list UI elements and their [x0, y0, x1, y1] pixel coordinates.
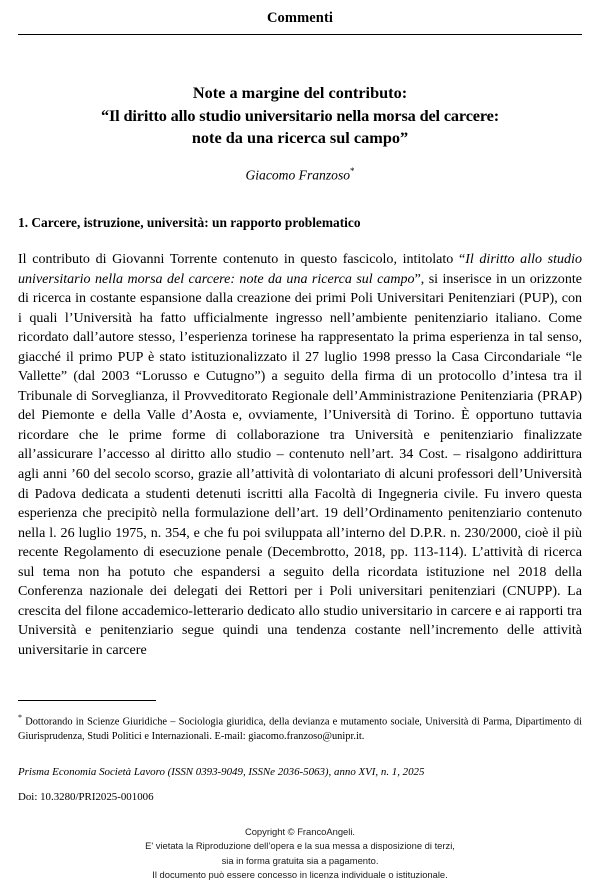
body-text-part-1: Il contributo di Giovanni Torrente contenuto in questo fascicolo, intitolato “	[18, 251, 466, 267]
copyright-line-3: sia in forma gratuita sia a pagamento.	[221, 854, 379, 866]
footnote-divider	[18, 700, 156, 701]
doi-line: Doi: 10.3280/PRI2025-001006	[18, 791, 154, 803]
body-text-part-2: ”, si inserisce in un orizzonte di ricerca in costante espansione dalla creazione dei primi Poli Universitari Penitenziari (PUP), con i quali l’Università ha fatto ufficialmente ingresso nell’ambiente penitenziario italiano. Come ricordato dall’autore stesso, l’esperienza torinese ha rappresentato la prima esperienza in tal senso, giacché il primo PUP è stato istituzionalizzato il 27 luglio 1998 presso la Casa Circondariale “le Vallette” (dal 2003 “Lorusso e Cutugno”) a seguito della firma di un protocollo d’intesa tra il Tribunale di Sorveglianza, il Provveditorato Regionale dell’Amministrazione Penitenziaria (PRAP) del Piemonte e della Valle d’Aosta e, ovviamente, l’Università di Torino. È opportuno tuttavia ricordare che le prime forme di collaborazione tra Università e penitenziario finalizzate all’assicurare l’accesso al diritto allo studio – contenuto nell’art. 34 Cost. – risalgono addirittura agli anni ’60 del secolo scorso, grazie all’attività di volontariato di alcuni professori dell’Università di Padova dedicata a studenti detenuti iscritti alla Facoltà di Ingegneria civile. Fu invero questa esperienza che precipitò nella formulazione dell’art. 19 dell’Ordinamento penitenziario contenuto nella l. 26 luglio 1975, n. 354, e che fu poi sviluppata all’interno del D.P.R. n. 230/2000, cioè il più recente Regolamento di esecuzione penale (Decembrotto, 2018, pp. 113-114). L’attività di ricerca sul tema non ha potuto che espandersi a seguito della ricordata istituzione nel 2018 della Conferenza nazionale dei delegati dei Rettori per i Poli universitari penitenziari (CNUPP). La crescita del filone accademico-letterario dedicato allo studio universitario in carcere e ai rapporti tra Università e penitenziario segue quindi una tendenza costante nell’incremento delle attività universitarie in carcere	[18, 270, 582, 658]
author-byline	[18, 166, 582, 184]
copyright-line-1: Copyright © FrancoAngeli.	[244, 826, 356, 837]
title-line-3: note da una ricerca sul campo”	[191, 128, 409, 147]
running-head: Commenti	[266, 10, 334, 26]
cited-article-title: Il diritto allo studio universitario nella morsa del carcere: note da una ricerca sul campo	[18, 251, 583, 287]
title-line-2: “Il diritto allo studio universitario nella morsa del carcere:	[101, 105, 499, 125]
footnote-marker: *	[18, 713, 22, 722]
author-footnote-marker: *	[350, 166, 355, 176]
copyright-line-2: E' vietata la Riproduzione dell’opera e la sua messa a disposizione di terzi,	[145, 840, 455, 852]
title-line-1: Note a margine del contributo:	[192, 83, 408, 102]
author-name: Giacomo Franzoso	[245, 167, 351, 183]
copyright-line-4: Il documento può essere concesso in licenza individuale o istituzionale.	[152, 868, 448, 880]
header-divider	[18, 34, 582, 35]
footnote-text: Dottorando in Scienze Giuridiche – Sociologia giuridica, della devianza e mutamento sociale, Università di Parma, Dipartimento di Giurisprudenza, Studi Politici e Internazionali. E-mail: giacomo.franzoso@unipr.it.	[18, 716, 582, 742]
journal-citation: Prisma Economia Società Lavoro (ISSN 0393-9049, ISSNe 2036-5063), anno XVI, n. 1, 2025	[18, 766, 425, 778]
section-heading: 1. Carcere, istruzione, università: un rapporto problematico	[18, 215, 361, 230]
footnote	[18, 711, 582, 744]
copyright-notice	[18, 825, 582, 882]
body-paragraph	[18, 250, 582, 660]
article-title	[18, 82, 582, 150]
